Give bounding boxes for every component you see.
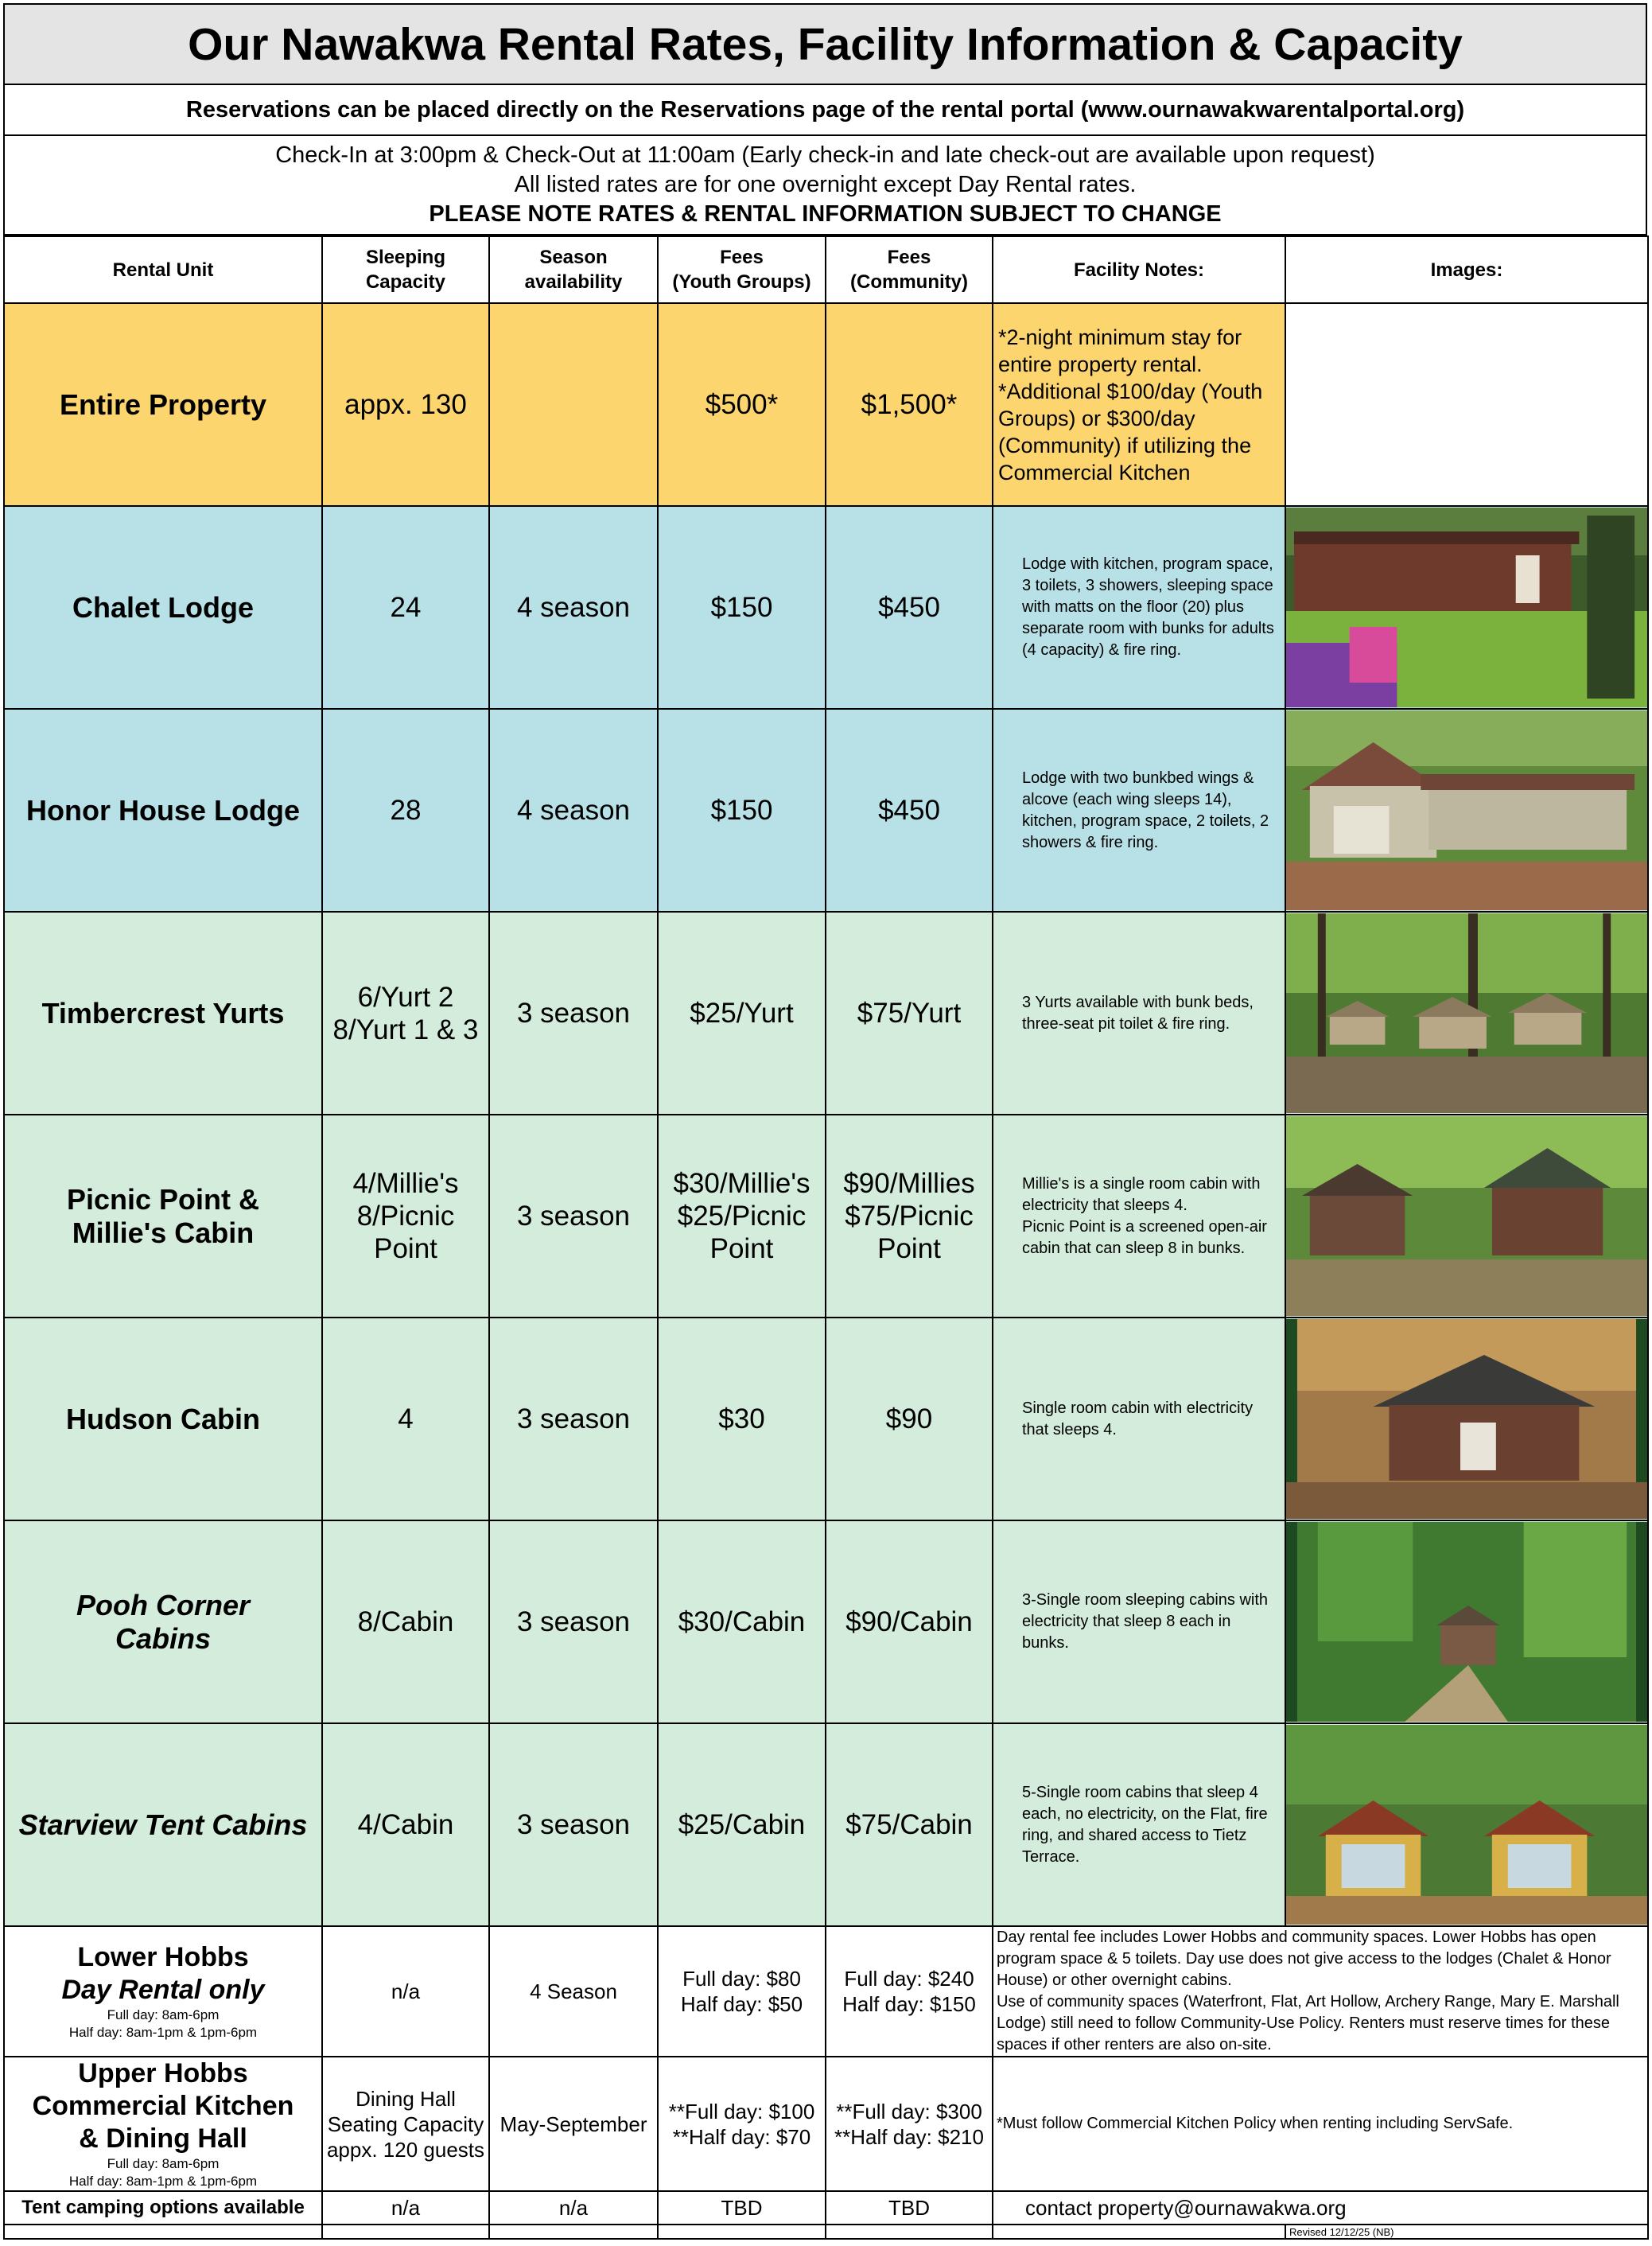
table-row-honor-house-lodge bbox=[4, 709, 1648, 912]
rates-table bbox=[3, 235, 1649, 2240]
youth-fee: **Full day: $100 **Half day: $70 bbox=[658, 2057, 826, 2191]
season-availability: 3 season bbox=[489, 1723, 658, 1926]
sleeping-capacity: 8/Cabin bbox=[322, 1520, 489, 1723]
season-availability: 3 season bbox=[489, 1318, 658, 1520]
table-row-pooh-corner bbox=[4, 1520, 1648, 1723]
table-row-tent-camping bbox=[4, 2191, 1648, 2225]
community-fee: TBD bbox=[826, 2191, 993, 2225]
sleeping-capacity: 4/Millie's 8/Picnic Point bbox=[322, 1115, 489, 1318]
honor-house-photo bbox=[1285, 709, 1648, 912]
image-empty bbox=[1285, 303, 1648, 506]
community-fee: $75/Yurt bbox=[826, 912, 993, 1115]
facility-notes: Lodge with kitchen, program space, 3 toilets, 3 showers, sleeping space with matts on the floor (20) plus separate room with bunks for adults (4 capacity) & fire ring. bbox=[993, 506, 1285, 709]
facility-notes: *2-night minimum stay for entire property rental. *Additional $100/day (Youth Groups) or $300/day (Community) if utilizing the Commercial Kitchen bbox=[993, 303, 1285, 506]
header-community-fees: Fees (Community) bbox=[826, 236, 993, 303]
season-availability: 3 season bbox=[489, 1520, 658, 1723]
facility-notes: Single room cabin with electricity that sleeps 4. bbox=[993, 1318, 1285, 1520]
unit-name: Timbercrest Yurts bbox=[4, 912, 322, 1115]
season-availability: 3 season bbox=[489, 1115, 658, 1318]
footer-blank bbox=[993, 2225, 1285, 2239]
sleeping-capacity: 6/Yurt 2 8/Yurt 1 & 3 bbox=[322, 912, 489, 1115]
community-fee: $450 bbox=[826, 709, 993, 912]
header-youth-fees: Fees (Youth Groups) bbox=[658, 236, 826, 303]
youth-fee: $500* bbox=[658, 303, 826, 506]
sleeping-capacity: n/a bbox=[322, 2191, 489, 2225]
unit-name: Hudson Cabin bbox=[4, 1318, 322, 1520]
unit-name: Tent camping options available bbox=[4, 2191, 322, 2225]
reservation-note: Reservations can be placed directly on the Reservations page of the rental portal (www.ournawakwarentalportal.org) bbox=[3, 85, 1647, 136]
unit-name: Pooh Corner Cabins bbox=[4, 1520, 322, 1723]
youth-fee: $25/Cabin bbox=[658, 1723, 826, 1926]
unit-name: Picnic Point & Millie's Cabin bbox=[4, 1115, 322, 1318]
check-in-notice bbox=[3, 136, 1647, 235]
contact-email: contact property@ournawakwa.org bbox=[993, 2191, 1648, 2225]
table-row-lower-hobbs bbox=[4, 1926, 1648, 2057]
community-fee: $75/Cabin bbox=[826, 1723, 993, 1926]
sleeping-capacity: 24 bbox=[322, 506, 489, 709]
unit-name: Entire Property bbox=[4, 303, 322, 506]
picnic-point-photo bbox=[1285, 1115, 1648, 1318]
page-title: Our Nawakwa Rental Rates, Facility Information & Capacity bbox=[3, 3, 1647, 85]
header-capacity: Sleeping Capacity bbox=[322, 236, 489, 303]
facility-notes: 3 Yurts available with bunk beds, three-seat pit toilet & fire ring. bbox=[993, 912, 1285, 1115]
season-availability: 4 season bbox=[489, 709, 658, 912]
header-season: Season availability bbox=[489, 236, 658, 303]
header-row bbox=[4, 236, 1648, 303]
table-row-picnic-point-millies bbox=[4, 1115, 1648, 1318]
table-row-entire-property bbox=[4, 303, 1648, 506]
sleeping-capacity: 28 bbox=[322, 709, 489, 912]
footer-blank bbox=[322, 2225, 489, 2239]
sleeping-capacity: 4 bbox=[322, 1318, 489, 1520]
facility-notes: 5-Single room cabins that sleep 4 each, no electricity, on the Flat, fire ring, and shared access to Tietz Terrace. bbox=[993, 1723, 1285, 1926]
community-fee: $90/Cabin bbox=[826, 1520, 993, 1723]
unit-name: Upper Hobbs Commercial Kitchen & Dining Hall Full day: 8am-6pm Half day: 8am-1pm & 1pm-6pm bbox=[4, 2057, 322, 2191]
table-row-upper-hobbs bbox=[4, 2057, 1648, 2191]
unit-name: Chalet Lodge bbox=[4, 506, 322, 709]
header-images: Images: bbox=[1285, 236, 1648, 303]
unit-name: Starview Tent Cabins bbox=[4, 1723, 322, 1926]
facility-notes: Millie's is a single room cabin with electricity that sleeps 4. Picnic Point is a screened open-air cabin that can sleep 8 in bunks. bbox=[993, 1115, 1285, 1318]
footer-blank bbox=[4, 2225, 322, 2239]
season-availability bbox=[489, 303, 658, 506]
community-fee: $1,500* bbox=[826, 303, 993, 506]
youth-fee: $30/Millie's $25/Picnic Point bbox=[658, 1115, 826, 1318]
rental-rates-sheet bbox=[3, 3, 1647, 2243]
table-row-starview bbox=[4, 1723, 1648, 1926]
youth-fee: $30 bbox=[658, 1318, 826, 1520]
check-in-times: Check-In at 3:00pm & Check-Out at 11:00am (Early check-in and late check-out are available upon request) bbox=[275, 142, 1375, 168]
community-fee: Full day: $240 Half day: $150 bbox=[826, 1926, 993, 2057]
season-availability: n/a bbox=[489, 2191, 658, 2225]
season-availability: 4 season bbox=[489, 506, 658, 709]
sleeping-capacity: 4/Cabin bbox=[322, 1723, 489, 1926]
chalet-lodge-photo bbox=[1285, 506, 1648, 709]
starview-photo bbox=[1285, 1723, 1648, 1926]
sleeping-capacity: Dining Hall Seating Capacity appx. 120 guests bbox=[322, 2057, 489, 2191]
table-row-timbercrest-yurts bbox=[4, 912, 1648, 1115]
facility-notes: *Must follow Commercial Kitchen Policy when renting including ServSafe. bbox=[993, 2057, 1648, 2191]
subject-to-change-note: PLEASE NOTE RATES & RENTAL INFORMATION SUBJECT TO CHANGE bbox=[429, 201, 1222, 227]
facility-notes: Day rental fee includes Lower Hobbs and community spaces. Lower Hobbs has open program space & 5 toilets. Day use does not give access to the lodges (Chalet & Honor House) or other overnight cabins. Use of community spaces (Waterfront, Flat, Art Hollow, Archery Range, Mary E. Marshall Lodge) still need to follow Community-Use Policy. Renters must reserve times for these spaces if other renters are also on-site. bbox=[993, 1926, 1648, 2057]
table-row-footer bbox=[4, 2225, 1648, 2239]
facility-notes: 3-Single room sleeping cabins with electricity that sleep 8 each in bunks. bbox=[993, 1520, 1285, 1723]
sleeping-capacity: appx. 130 bbox=[322, 303, 489, 506]
revised-date: Revised 12/12/25 (NB) bbox=[1285, 2225, 1648, 2239]
facility-notes: Lodge with two bunkbed wings & alcove (each wing sleeps 14), kitchen, program space, 2 toilets, 2 showers & fire ring. bbox=[993, 709, 1285, 912]
table-row-chalet-lodge bbox=[4, 506, 1648, 709]
overnight-note: All listed rates are for one overnight except Day Rental rates. bbox=[514, 172, 1137, 197]
yurts-photo bbox=[1285, 912, 1648, 1115]
season-availability: 3 season bbox=[489, 912, 658, 1115]
header-facility-notes: Facility Notes: bbox=[993, 236, 1285, 303]
unit-name: Lower Hobbs Day Rental only Full day: 8am-6pm Half day: 8am-1pm & 1pm-6pm bbox=[4, 1926, 322, 2057]
community-fee: $90/Millies $75/Picnic Point bbox=[826, 1115, 993, 1318]
youth-fee: Full day: $80 Half day: $50 bbox=[658, 1926, 826, 2057]
table-row-hudson-cabin bbox=[4, 1318, 1648, 1520]
season-availability: May-September bbox=[489, 2057, 658, 2191]
footer-blank bbox=[826, 2225, 993, 2239]
footer-blank bbox=[489, 2225, 658, 2239]
season-availability: 4 Season bbox=[489, 1926, 658, 2057]
community-fee: **Full day: $300 **Half day: $210 bbox=[826, 2057, 993, 2191]
community-fee: $90 bbox=[826, 1318, 993, 1520]
youth-fee: $25/Yurt bbox=[658, 912, 826, 1115]
unit-name: Honor House Lodge bbox=[4, 709, 322, 912]
footer-blank bbox=[658, 2225, 826, 2239]
youth-fee: TBD bbox=[658, 2191, 826, 2225]
youth-fee: $30/Cabin bbox=[658, 1520, 826, 1723]
header-rental-unit: Rental Unit bbox=[4, 236, 322, 303]
youth-fee: $150 bbox=[658, 506, 826, 709]
community-fee: $450 bbox=[826, 506, 993, 709]
youth-fee: $150 bbox=[658, 709, 826, 912]
pooh-corner-photo bbox=[1285, 1520, 1648, 1723]
hudson-cabin-photo bbox=[1285, 1318, 1648, 1520]
sleeping-capacity: n/a bbox=[322, 1926, 489, 2057]
